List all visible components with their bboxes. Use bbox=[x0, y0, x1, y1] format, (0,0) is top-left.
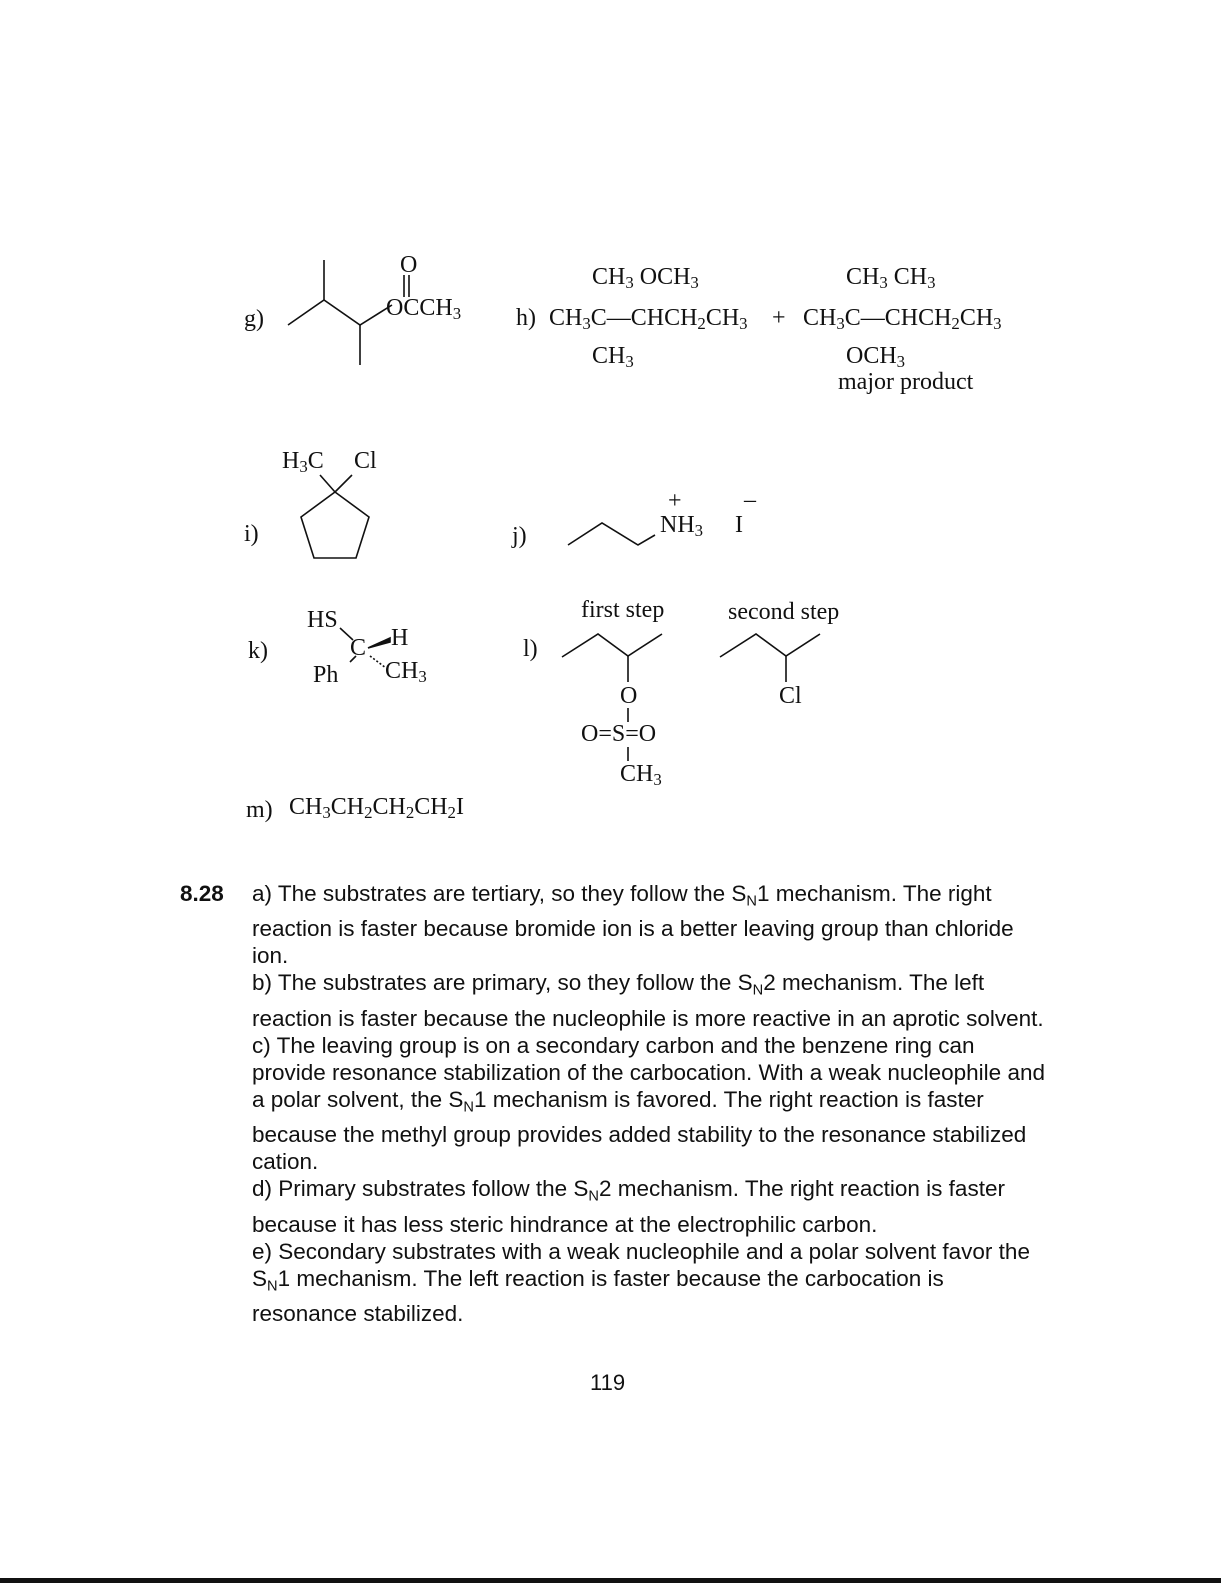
structure-i-chloro: Cl bbox=[354, 448, 377, 474]
structure-h-right-top: $CH_3$ $CH_3$ bbox=[846, 264, 936, 293]
structure-g-carbonyl-o: O bbox=[400, 252, 418, 278]
structure-j-charge-minus: – bbox=[744, 487, 756, 513]
label-i: i) bbox=[244, 521, 259, 547]
answer-paragraph-d: d) Primary substrates follow the $S_N2$ mechanism. The right reaction is faster because it has less steric hindrance at the electrophilic carbon. bbox=[252, 1176, 1005, 1237]
label-m: m) bbox=[246, 797, 273, 823]
label-l: l) bbox=[523, 636, 538, 662]
answer-body bbox=[252, 880, 1052, 1327]
answer-paragraph-c: c) The leaving group is on a secondary carbon and the benzene ring can provide resonance stabilization of the carbocation. With a weak nucleophile and a polar solvent, the $S_N1$ mechanism is favored. The right reaction is faster because the methyl group provides added stability to the resonance stabilized cation. bbox=[252, 1032, 1045, 1175]
structure-k-center: C bbox=[350, 635, 367, 661]
structure-l-chloro: Cl bbox=[779, 683, 802, 709]
label-g: g) bbox=[244, 306, 264, 332]
structure-l-first-caption: first step bbox=[581, 597, 665, 623]
structure-l-first-skeleton bbox=[560, 630, 670, 770]
structure-h-left-bottom: $CH_3$ bbox=[592, 343, 634, 372]
structure-l-sulfonyl: O=S=O bbox=[581, 721, 657, 747]
structure-h-left-top: $CH_3$ $OCH_3$ bbox=[592, 264, 699, 293]
structure-h-caption: major product bbox=[838, 369, 974, 395]
structure-k-thiol: HS bbox=[307, 607, 338, 633]
structure-l-second-skeleton bbox=[718, 630, 828, 690]
structure-l-methyl: $CH_3$ bbox=[620, 761, 662, 790]
structure-l-second-caption: second step bbox=[728, 599, 840, 625]
structure-j-charge-plus: + bbox=[668, 488, 682, 514]
structure-k-phenyl: Ph bbox=[313, 662, 339, 688]
structure-g-ester: $OCCH_3$ bbox=[386, 295, 462, 324]
structure-i-methyl: $H_3C$ bbox=[282, 448, 324, 477]
structure-h-right-main: $CH_3C—CHCH_2CH_3$ bbox=[803, 305, 1002, 334]
answer-paragraph-b: b) The substrates are primary, so they follow the $S_N2$ mechanism. The left reaction is faster because the nucleophile is more reactive in an aprotic solvent. bbox=[252, 970, 1044, 1031]
page-number: 119 bbox=[590, 1370, 626, 1395]
structure-j-amine: $NH_3$ bbox=[660, 512, 704, 541]
structure-h-plus: + bbox=[772, 305, 786, 331]
structure-k-hydrogen: H bbox=[391, 625, 409, 651]
structure-i-cyclopentane bbox=[290, 470, 380, 570]
structure-k-bonds bbox=[320, 620, 400, 680]
structure-m-formula: $CH_3CH_2CH_2CH_2I$ bbox=[289, 794, 464, 823]
structure-j-chain bbox=[565, 510, 665, 550]
bottom-rule bbox=[0, 1578, 1221, 1583]
label-j: j) bbox=[512, 523, 527, 549]
answer-paragraph-a: a) The substrates are tertiary, so they follow the $S_N1$ mechanism. The right reaction is faster because bromide ion is a better leaving group than chloride ion. bbox=[252, 881, 1014, 969]
answer-number: 8.28 bbox=[180, 881, 224, 906]
structure-k-methyl: $CH_3$ bbox=[385, 658, 427, 687]
label-k: k) bbox=[248, 638, 268, 664]
structure-h-left-main: $CH_3C—CHCH_2CH_3$ bbox=[549, 305, 748, 334]
answer-paragraph-e: e) Secondary substrates with a weak nucleophile and a polar solvent favor the $S_N1$ mechanism. The left reaction is faster because the carbocation is resonance stabilized. bbox=[252, 1238, 1030, 1326]
structure-l-oxygen: O bbox=[620, 683, 638, 709]
label-h: h) bbox=[516, 305, 536, 331]
structure-h-right-bottom: $OCH_3$ bbox=[846, 343, 906, 372]
structure-j-iodide: I bbox=[735, 512, 743, 538]
